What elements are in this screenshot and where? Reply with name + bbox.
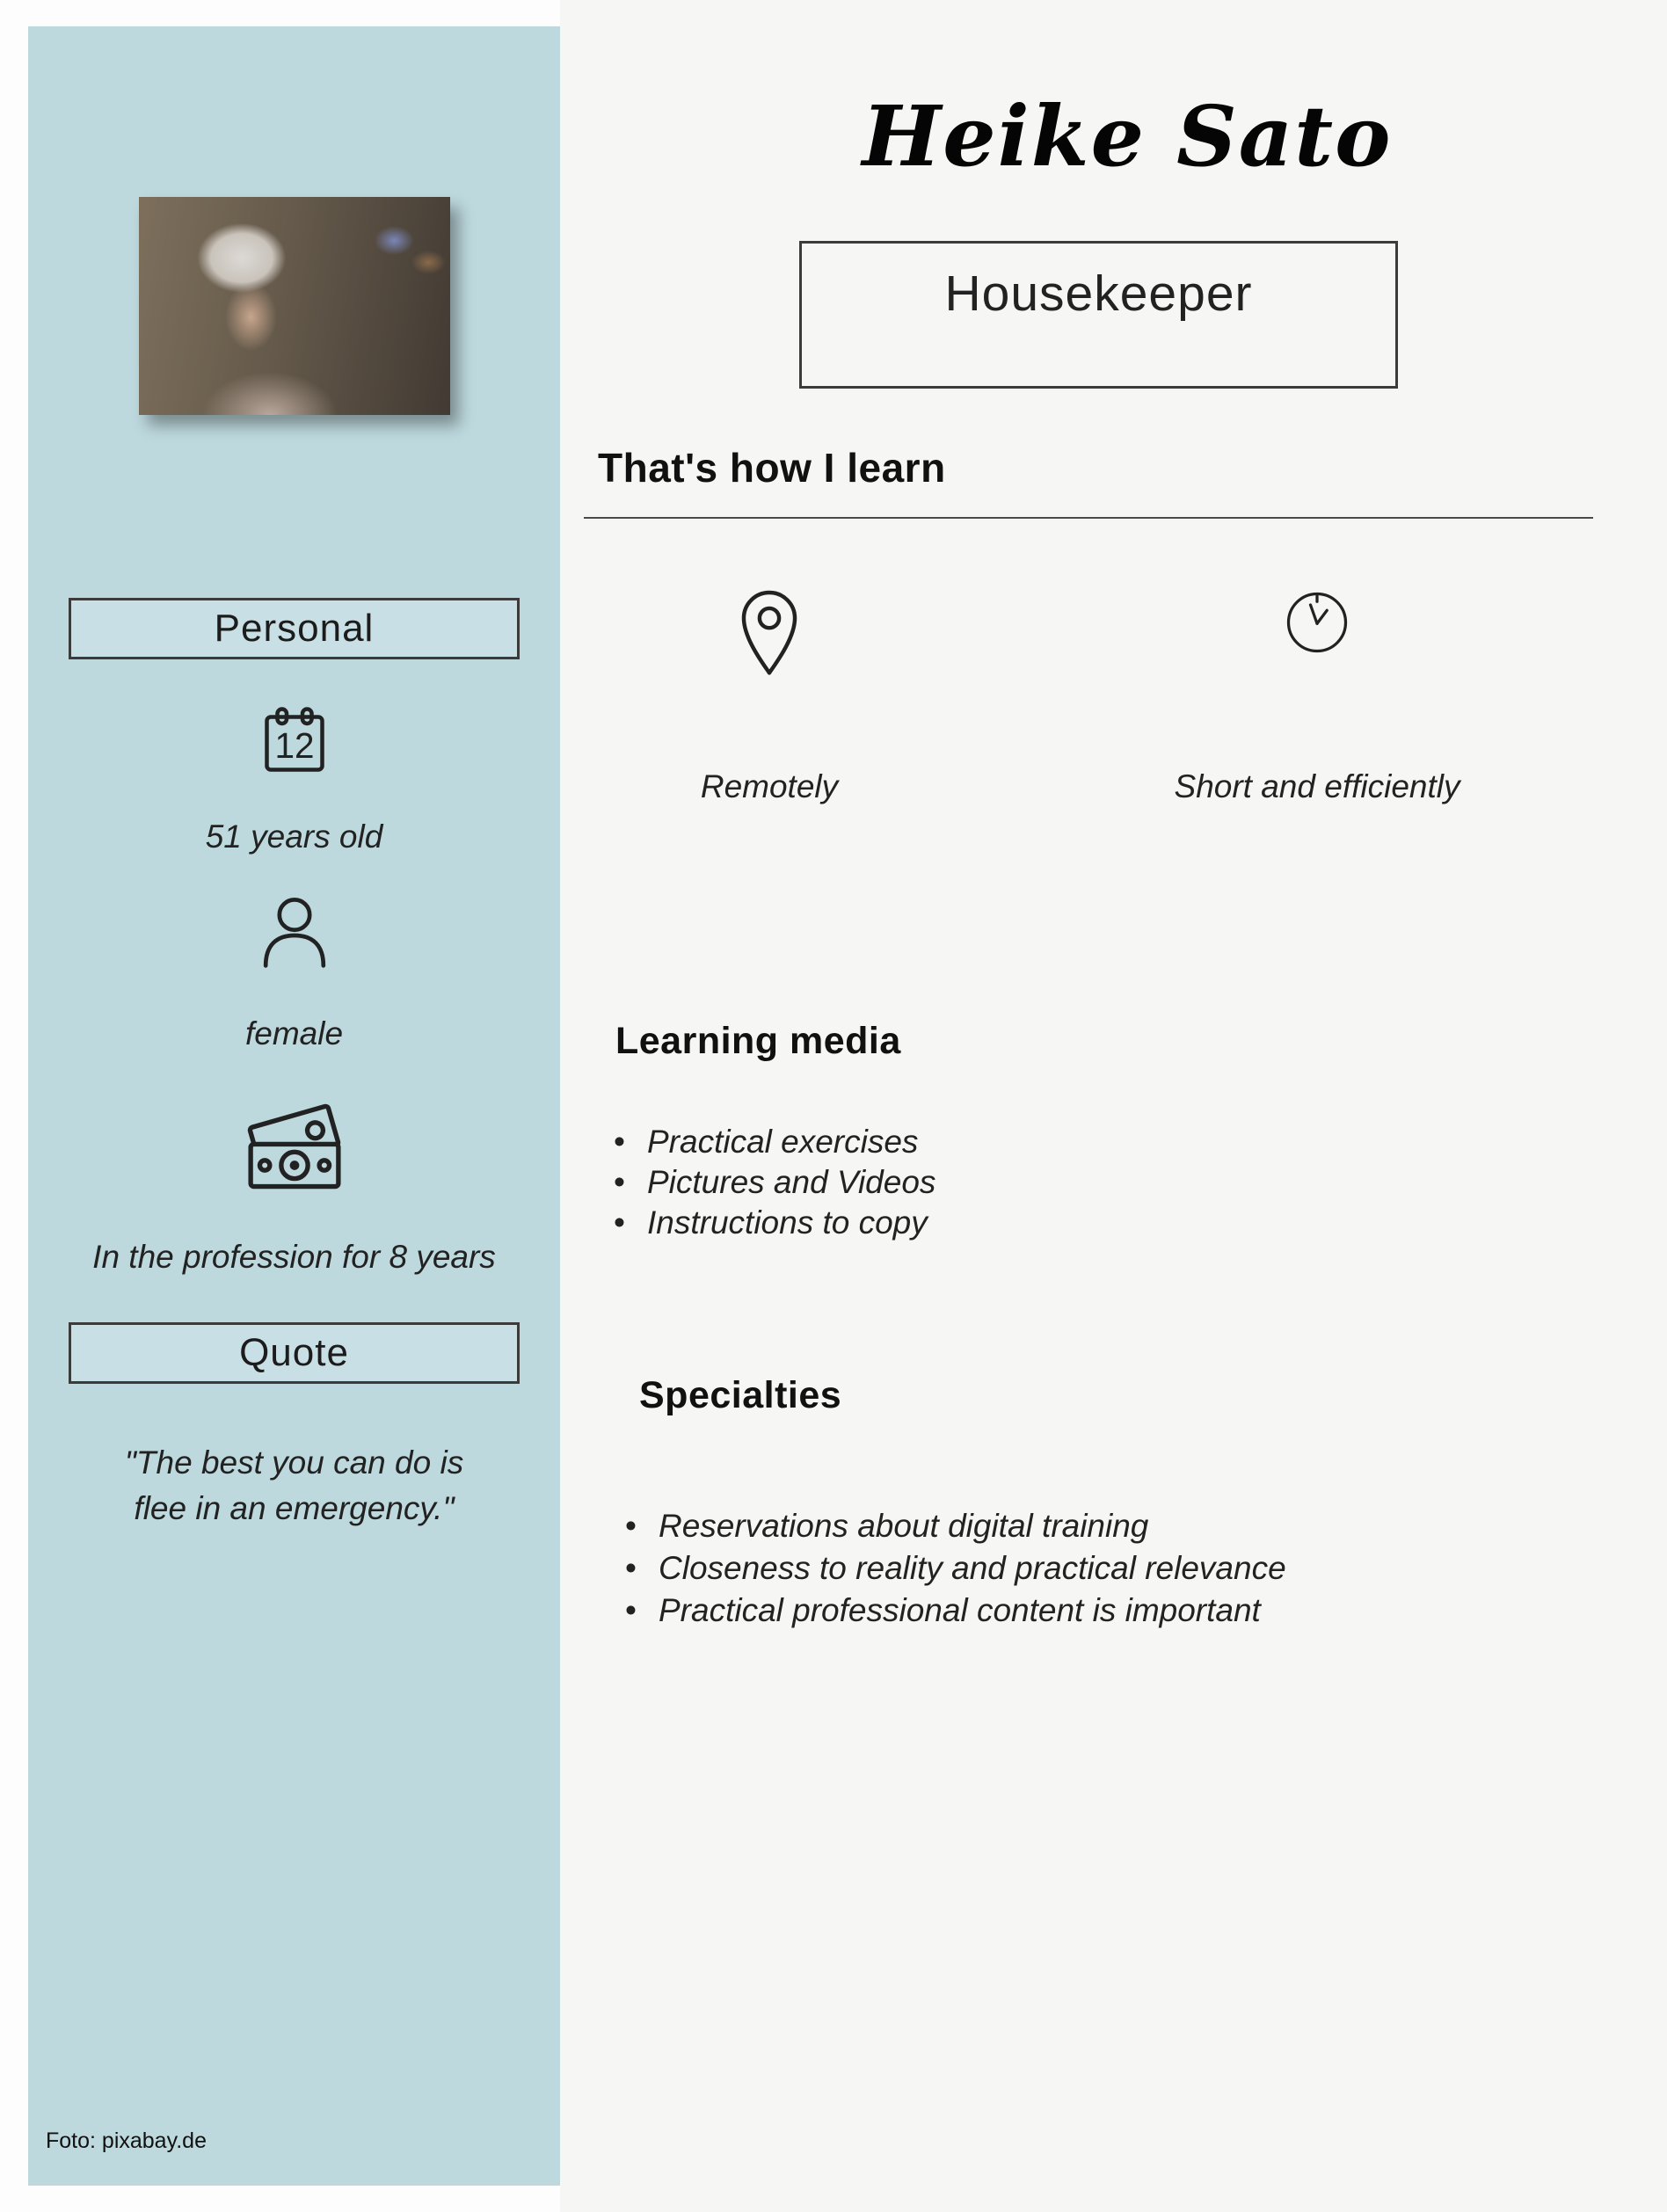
role-box: [799, 241, 1398, 389]
learning-media-list: [607, 1122, 935, 1243]
specialties-title: Specialties: [639, 1374, 842, 1416]
personal-title: Personal: [214, 607, 375, 650]
learn-item-short-efficient: [1124, 587, 1510, 805]
list-item: • Reservations about digital training: [618, 1505, 1286, 1547]
section-divider: [584, 517, 1593, 519]
list-item: • Closeness to reality and practical relevance: [618, 1547, 1286, 1590]
quote-text: "The best you can do is flee in an emergency.": [124, 1444, 464, 1526]
how-i-learn-title: That's how I learn: [598, 445, 946, 491]
specialties-list: [618, 1505, 1286, 1632]
quote-title: Quote: [239, 1331, 349, 1374]
clock-icon: [1282, 587, 1352, 658]
sidebar: [28, 26, 560, 2186]
learn-label-remotely: Remotely: [700, 768, 839, 804]
photo-credit: Foto: pixabay.de: [46, 2128, 207, 2153]
calendar-day-number: 12: [273, 725, 315, 766]
learn-item-remotely: [589, 587, 950, 805]
list-item: • Instructions to copy: [607, 1203, 935, 1243]
list-item: • Practical professional content is important: [618, 1590, 1286, 1632]
age-label: 51 years old: [205, 819, 383, 855]
learn-label-short-efficient: Short and efficiently: [1174, 768, 1460, 804]
person-icon: [251, 890, 338, 981]
role-label: Housekeeper: [944, 266, 1253, 322]
personal-section-header: [69, 598, 520, 659]
calendar-icon: [252, 700, 337, 784]
quote-section-header: [69, 1322, 520, 1384]
list-item: • Practical exercises: [607, 1122, 935, 1162]
money-icon: [229, 1097, 360, 1197]
persona-name: Heike Sato: [862, 88, 1393, 186]
location-pin-icon: [733, 587, 805, 680]
list-item: • Pictures and Videos: [607, 1162, 935, 1203]
learning-media-title: Learning media: [615, 1020, 901, 1062]
gender-label: female: [244, 1015, 344, 1051]
experience-label: In the profession for 8 years: [92, 1239, 496, 1275]
persona-photo: [139, 197, 450, 415]
